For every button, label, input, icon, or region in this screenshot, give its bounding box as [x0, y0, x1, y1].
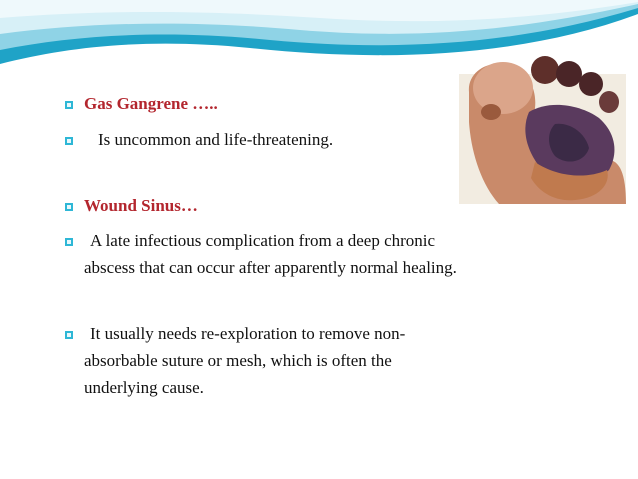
bullet-icon [64, 136, 74, 146]
gas-gangrene-description: Is uncommon and life-threatening. [98, 130, 334, 149]
re-exploration-line-2: absorbable suture or mesh, which is often the [84, 351, 392, 370]
wound-sinus-heading: Wound Sinus… [84, 196, 198, 215]
wound-sinus-line-2: abscess that can occur after apparently normal healing. [84, 258, 457, 277]
gas-gangrene-heading: Gas Gangrene ….. [84, 94, 218, 113]
diabetic-foot-photo [459, 52, 626, 204]
re-exploration-line-3: underlying cause. [84, 378, 204, 397]
bullet-icon [64, 237, 74, 247]
wound-sinus-line-1: A late infectious complication from a deep chronic [90, 231, 436, 250]
bullet-icon [64, 330, 74, 340]
bullet-icon [64, 100, 74, 110]
bullet-icon [64, 202, 74, 212]
re-exploration-line-1: It usually needs re-exploration to remove non- [90, 324, 406, 343]
